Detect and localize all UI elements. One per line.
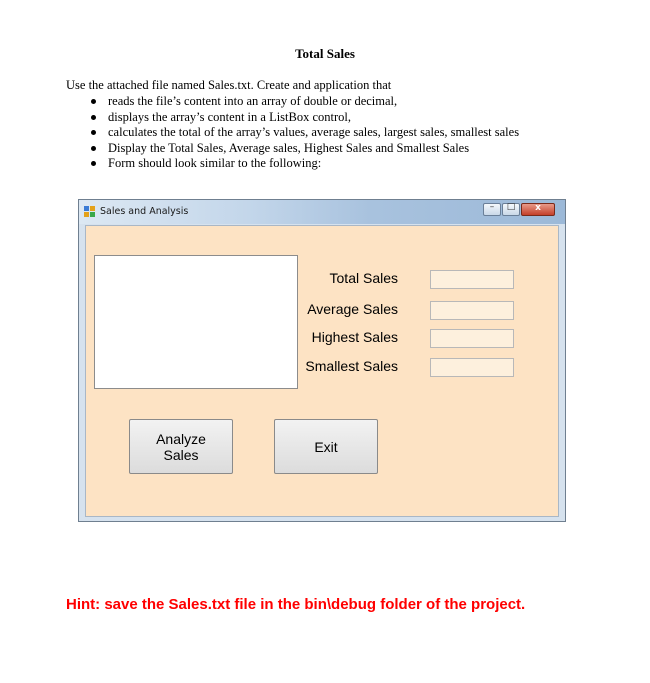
total-sales-textbox[interactable] [430,270,514,289]
minimize-button[interactable] [483,203,501,216]
app-icon [84,206,96,218]
exit-label: Exit [314,438,338,455]
form-window [78,199,566,522]
highest-sales-textbox[interactable] [430,329,514,348]
form-client-area [85,225,559,517]
list-item: reads the file’s content into an array of double or decimal, [66,94,519,110]
highest-sales-label: Highest Sales [311,329,398,345]
window-title: Sales and Analysis [100,206,189,217]
close-icon: x [535,203,541,213]
hint-text: Hint: save the Sales.txt file in the bin\debug folder of the project. [66,596,526,613]
window-titlebar[interactable] [79,200,565,224]
document-title: Total Sales [295,46,355,61]
list-item: displays the array’s content in a ListBox control, [66,110,519,126]
list-item: Display the Total Sales, Average sales, Highest Sales and Smallest Sales [66,141,519,157]
average-sales-label: Average Sales [307,301,398,317]
list-item: calculates the total of the array’s values, average sales, largest sales, smallest sales [66,125,519,141]
analyze-sales-label: Analyze Sales [156,430,206,463]
requirements-list [66,94,519,172]
analyze-sales-button[interactable] [129,419,233,474]
average-sales-textbox[interactable] [430,301,514,320]
smallest-sales-label: Smallest Sales [305,358,398,374]
total-sales-label: Total Sales [329,270,398,286]
maximize-icon: □ [506,202,516,212]
smallest-sales-textbox[interactable] [430,358,514,377]
intro-text: Use the attached file named Sales.txt. Create and application that [66,78,392,92]
list-item: Form should look similar to the following: [66,156,519,172]
close-button[interactable] [521,203,555,216]
minimize-icon: – [489,202,495,212]
maximize-button[interactable] [502,203,520,216]
exit-button[interactable] [274,419,378,474]
